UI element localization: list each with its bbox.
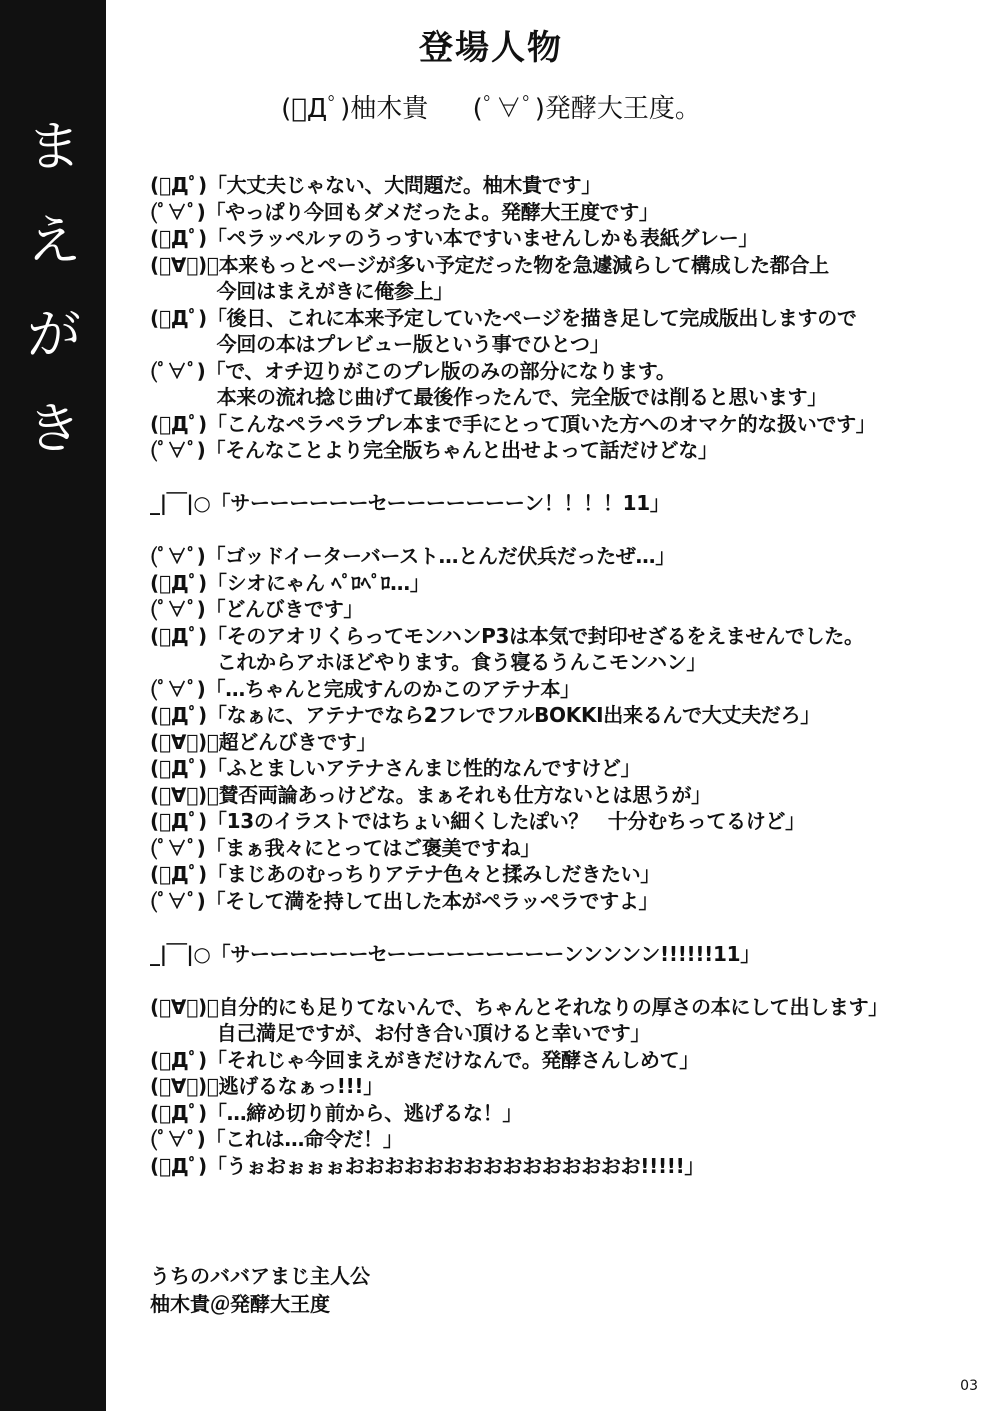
sidebar-title-char: ま	[27, 115, 81, 178]
dialogue-line: (ﾟ∀ﾟ)「どんびきです」	[150, 597, 364, 621]
dialogue-line: (ﾟДﾟ)「後日、これに本来予定していたページを描き足して完成版出しますので	[150, 305, 857, 330]
dialogue-line: (ﾟДﾟ)「13のイラストではちょい細くしたぽい？ 十分むちってるけど」	[150, 809, 805, 833]
dialogue-line: (ﾟ∀ﾟ)「まぁ我々にとってはご褒美ですね」	[150, 835, 541, 860]
dialogue-line: (ﾟДﾟ)「それじゃ今回まえがきだけなんで。発酵さんしめて」	[150, 1047, 699, 1072]
dialogue-line: (ﾟДﾟ)「まじあのむっちりアテナ色々と揉みしだきたい」	[150, 862, 660, 886]
dialogue-line	[150, 517, 980, 544]
dialogue-line: (ﾟ∀ﾟ)「超どんびきです」	[150, 729, 377, 754]
dialogue-line	[150, 914, 980, 941]
dialogue-line: (ﾟ∀ﾟ)「賛否両論あっけどな。まぁそれも仕方ないとは思うが」	[150, 782, 711, 807]
dialogue-line: (ﾟДﾟ)「なぁに、アテナでなら2フレでフルBOKKI出来るんで大丈夫だろ」	[150, 703, 820, 727]
sidebar-strip	[0, 0, 106, 1411]
dialogue-line: _|￣|○「サーーーーーーセーーーーーーーーーンンンンン!!!!!!11」	[150, 941, 760, 966]
dialogue-line: 今回の本はプレビュー版という事でひとつ」	[150, 332, 610, 356]
sidebar-title-char: き	[27, 397, 81, 460]
sidebar-title	[26, 100, 82, 476]
dialogue-line: (ﾟДﾟ)「こんなペラペラプレ本まで手にとって頂いた方へのオマケ的な扱いです」	[150, 411, 876, 436]
dialogue-line: これからアホほどやります。食う寝るうんこモンハン」	[150, 650, 707, 674]
dialogue-line: (ﾟ∀ﾟ)「自分的にも足りてないんで、ちゃんとそれなりの厚さの本にして出します」	[150, 994, 888, 1019]
character-2: (ﾟ∀ﾟ)発酵大王度。	[472, 94, 701, 124]
dialogue-line	[150, 464, 980, 491]
sidebar-title-char: え	[27, 209, 81, 272]
dialogue-line: (ﾟ∀ﾟ)「ゴッドイーターバースト…とんだ伏兵だったぜ…」	[150, 544, 675, 568]
dialogue-line: (ﾟДﾟ)「ふとましいアテナさんまじ性的なんですけど」	[150, 756, 641, 780]
dialogue-line: (ﾟ∀ﾟ)「逃げるなぁっ!!!」	[150, 1074, 383, 1098]
footer-line: 柚木貴＠発酵大王度	[150, 1292, 330, 1316]
dialogue-line: (ﾟ∀ﾟ)「そんなことより完全版ちゃんと出せよって話だけどな」	[150, 438, 718, 462]
dialogue-line: (ﾟДﾟ)「シオにゃん ﾍﾟﾛﾍﾟﾛ…」	[150, 570, 430, 595]
dialogue-line: (ﾟ∀ﾟ)「…ちゃんと完成すんのかこのアテナ本」	[150, 676, 580, 701]
dialogue-line: 今回はまえがきに俺参上」	[150, 279, 454, 303]
character-1: (ﾟДﾟ)柚木貴	[281, 94, 429, 124]
page-title: 登場人物	[419, 28, 563, 68]
character-list	[106, 88, 876, 125]
dialogue-block	[150, 172, 980, 1179]
dialogue-line: (ﾟДﾟ)「ペラッペルァのうっすい本ですいませんしかも表紙グレー」	[150, 226, 759, 250]
dialogue-line: (ﾟ∀ﾟ)「本来もっとページが多い予定だった物を急遽減らして構成した都合上	[150, 252, 829, 277]
dialogue-line: 本来の流れ捻じ曲げて最後作ったんで、完全版では削ると思います」	[150, 385, 827, 409]
page-number: 03	[960, 1378, 978, 1394]
dialogue-line: (ﾟ∀ﾟ)「で、オチ辺りがこのプレ版のみの部分になります。	[150, 358, 676, 383]
footer-signature	[150, 1262, 370, 1318]
dialogue-line: _|￣|○「サーーーーーーセーーーーーーーン！！！！11」	[150, 491, 670, 515]
dialogue-line: 自己満足ですが、お付き合い頂けると幸いです」	[150, 1021, 651, 1045]
dialogue-line	[150, 967, 980, 994]
dialogue-line: (ﾟДﾟ)「うぉおぉぉぉおおおおおおおおおおおおおおお!!!!!」	[150, 1153, 705, 1178]
dialogue-line: (ﾟДﾟ)「…締め切り前から、逃げるな！」	[150, 1100, 523, 1125]
footer-line: うちのババアまじ主人公	[150, 1264, 370, 1288]
sidebar-title-char: が	[27, 303, 81, 366]
dialogue-line: (ﾟДﾟ)「そのアオリくらってモンハンP3は本気で封印せざるをえませんでした。	[150, 623, 864, 648]
dialogue-line: (ﾟДﾟ)「大丈夫じゃない、大問題だ。柚木貴です」	[150, 173, 601, 197]
dialogue-line: (ﾟ∀ﾟ)「そして満を持して出した本がペラッペラですよ」	[150, 888, 659, 913]
dialogue-line: (ﾟ∀ﾟ)「やっぱり今回もダメだったよ。発酵大王度です」	[150, 199, 659, 224]
dialogue-line: (ﾟ∀ﾟ)「これは…命令だ！」	[150, 1127, 403, 1151]
